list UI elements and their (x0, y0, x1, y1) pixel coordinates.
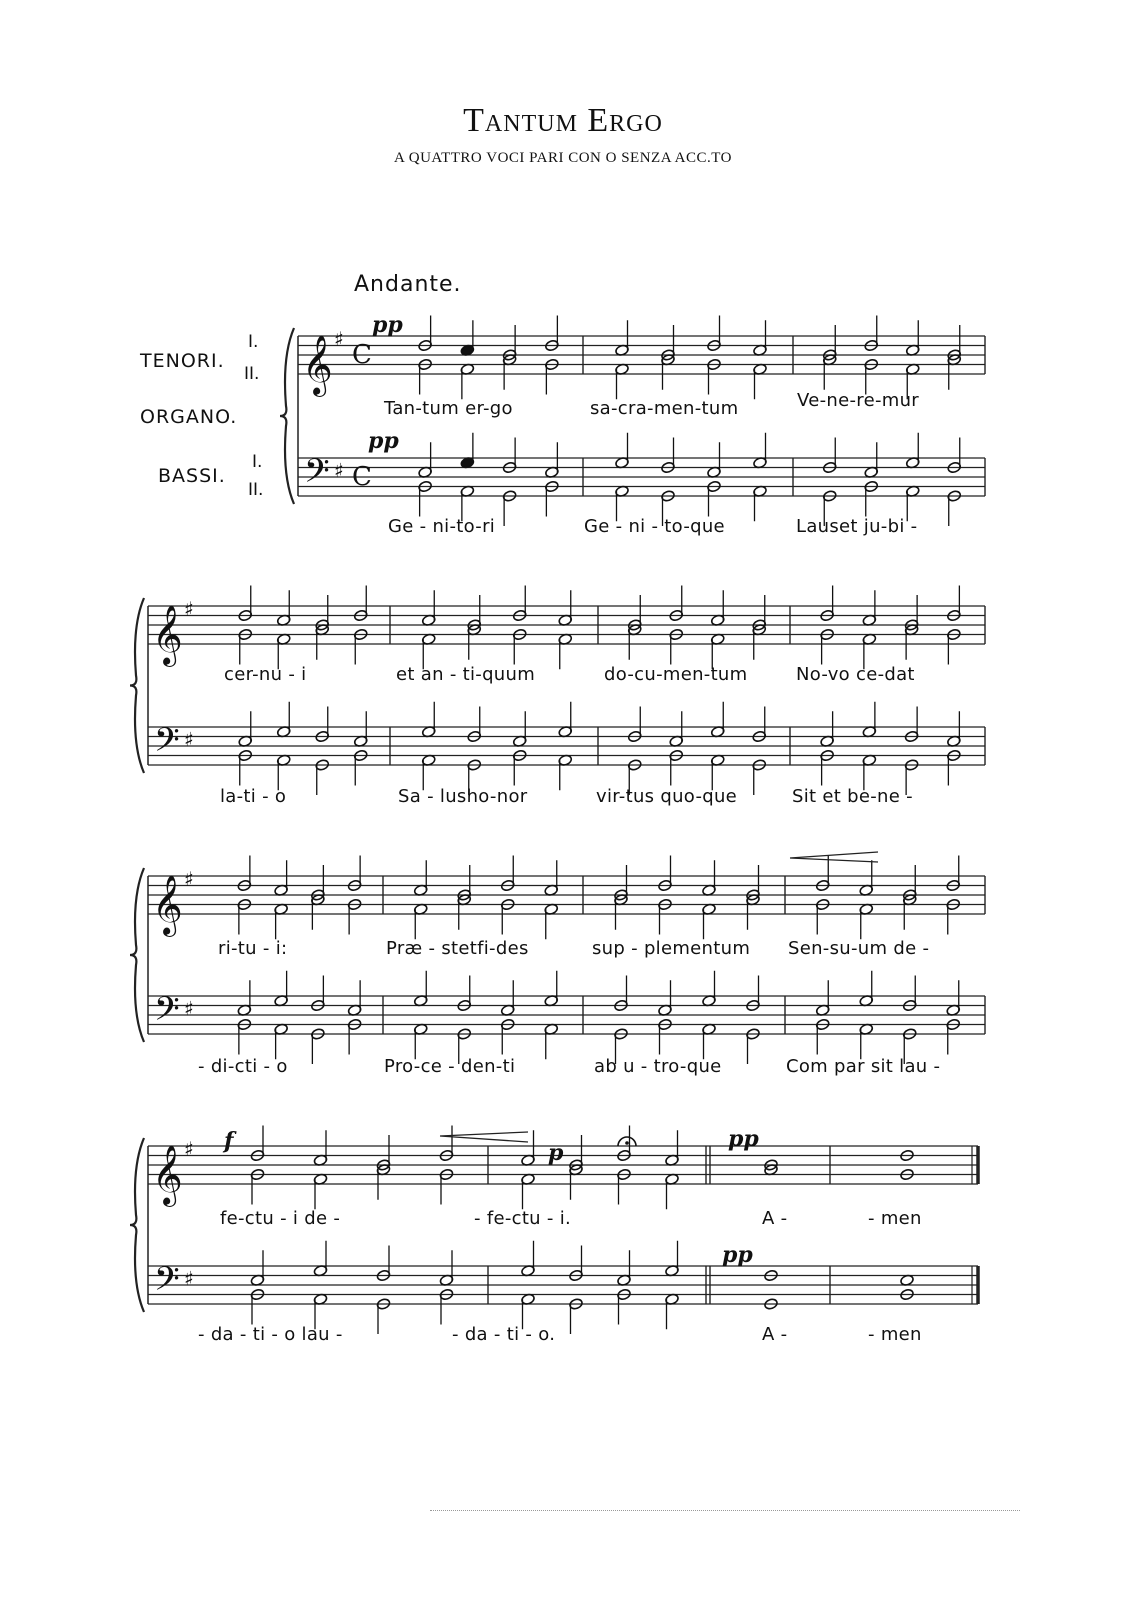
lyric-s3-u3: sup - plementum (592, 938, 751, 959)
bottom-scan-mark (430, 1510, 1020, 1511)
voice-label-tenori: TENORI. (140, 350, 225, 372)
sharp-icon: ♯ (184, 1266, 194, 1291)
voice-numeral-tenori-2: II. (244, 364, 260, 384)
voice-label-bassi: BASSI. (158, 465, 226, 487)
lyric-s4-u4: - men (868, 1208, 922, 1229)
common-time-icon: C (352, 340, 372, 370)
voice-numeral-tenori-1: I. (248, 332, 259, 352)
system-brace (130, 1138, 144, 1312)
lyric-s3-u2: Præ - stetfi-des (386, 938, 529, 959)
lyric-s2-u4: No-vo ce-dat (796, 664, 915, 685)
lyric-s3-l3: ab u - tro-que (594, 1056, 722, 1077)
dynamic-f: f (224, 1128, 234, 1154)
treble-clef-icon: 𝄞 (152, 875, 183, 935)
lyric-s1-l3: Lauset ju-bi - (796, 516, 918, 537)
lyric-s2-l4: Sit et be-ne - (792, 786, 913, 807)
dynamic-pp-upper: pp (372, 312, 403, 338)
lyric-s2-u2: et an - ti-quum (396, 664, 536, 685)
lyric-s3-l2: Pro-ce - den-ti (384, 1056, 516, 1077)
lyric-s3-u1: ri-tu - i: (218, 938, 288, 959)
bass-clef-icon: 𝄢 (304, 452, 330, 499)
sharp-icon: ♯ (184, 727, 194, 752)
sharp-icon: ♯ (334, 458, 344, 483)
lyric-s1-l1: Ge - ni-to-ri (388, 516, 496, 537)
bass-clef-icon: 𝄢 (154, 990, 180, 1037)
lyric-s1-u1: Tan-tum er-go (384, 398, 513, 419)
lyric-s2-l2: Sa - lusho-nor (398, 786, 528, 807)
piece-title: Tantum Ergo (463, 102, 663, 139)
voice-numeral-bassi-2: II. (248, 480, 264, 500)
lyric-s2-u1: cer-nu - i (224, 664, 307, 685)
dynamic-p: p (548, 1140, 564, 1166)
lyric-s1-u3: Ve-ne-re-mur (797, 390, 919, 411)
sharp-icon: ♯ (334, 326, 344, 351)
system-brace (130, 598, 144, 773)
lyric-s2-l1: la-ti - o (220, 786, 287, 807)
tempo-marking: Andante. (354, 272, 462, 297)
lyric-s4-u3: A - (762, 1208, 788, 1229)
lyric-s4-l4: - men (868, 1324, 922, 1345)
dynamic-pp-lower: pp (368, 428, 399, 454)
piece-subtitle: A QUATTRO VOCI PARI CON O SENZA ACC.TO (394, 150, 732, 166)
crescendo-hairpin (790, 852, 878, 862)
lyric-s4-l1: - da - ti - o lau - (198, 1324, 343, 1345)
voice-label-organo: ORGANO. (140, 406, 238, 428)
lyric-s4-l3: A - (762, 1324, 788, 1345)
sharp-icon: ♯ (184, 866, 194, 891)
lyric-s4-u2: - fe-ctu - i. (474, 1208, 572, 1229)
sharp-icon: ♯ (184, 996, 194, 1021)
treble-clef-icon: 𝄞 (302, 335, 333, 395)
sharp-icon: ♯ (184, 1136, 194, 1161)
dynamic-pp-amen-lower: pp (722, 1242, 753, 1268)
lyric-s3-l4: Com par sit lau - (786, 1056, 941, 1077)
bass-clef-icon: 𝄢 (154, 1260, 180, 1307)
lyric-s1-u2: sa-cra-men-tum (590, 398, 739, 419)
lyric-s2-l3: vir-tus quo-que (596, 786, 738, 807)
sharp-icon: ♯ (184, 596, 194, 621)
system-brace (280, 328, 294, 504)
lyric-s3-u4: Sen-su-um de - (788, 938, 930, 959)
decrescendo-hairpin (440, 1132, 528, 1142)
system-brace (130, 868, 144, 1042)
lyric-s1-l2: Ge - ni - to-que (584, 516, 725, 537)
treble-clef-icon: 𝄞 (152, 1145, 183, 1205)
lyric-s4-l2: - da - ti - o. (452, 1324, 556, 1345)
bass-clef-icon: 𝄢 (154, 721, 180, 768)
lyric-s2-u3: do-cu-men-tum (604, 664, 748, 685)
treble-clef-icon: 𝄞 (152, 605, 183, 665)
lyric-s3-l1: - di-cti - o (198, 1056, 288, 1077)
lyric-s4-u1: fe-ctu - i de - (220, 1208, 341, 1229)
voice-numeral-bassi-1: I. (252, 452, 263, 472)
dynamic-pp-amen-upper: pp (728, 1126, 759, 1152)
fermata-dot (625, 1141, 629, 1145)
common-time-icon: C (352, 462, 372, 492)
